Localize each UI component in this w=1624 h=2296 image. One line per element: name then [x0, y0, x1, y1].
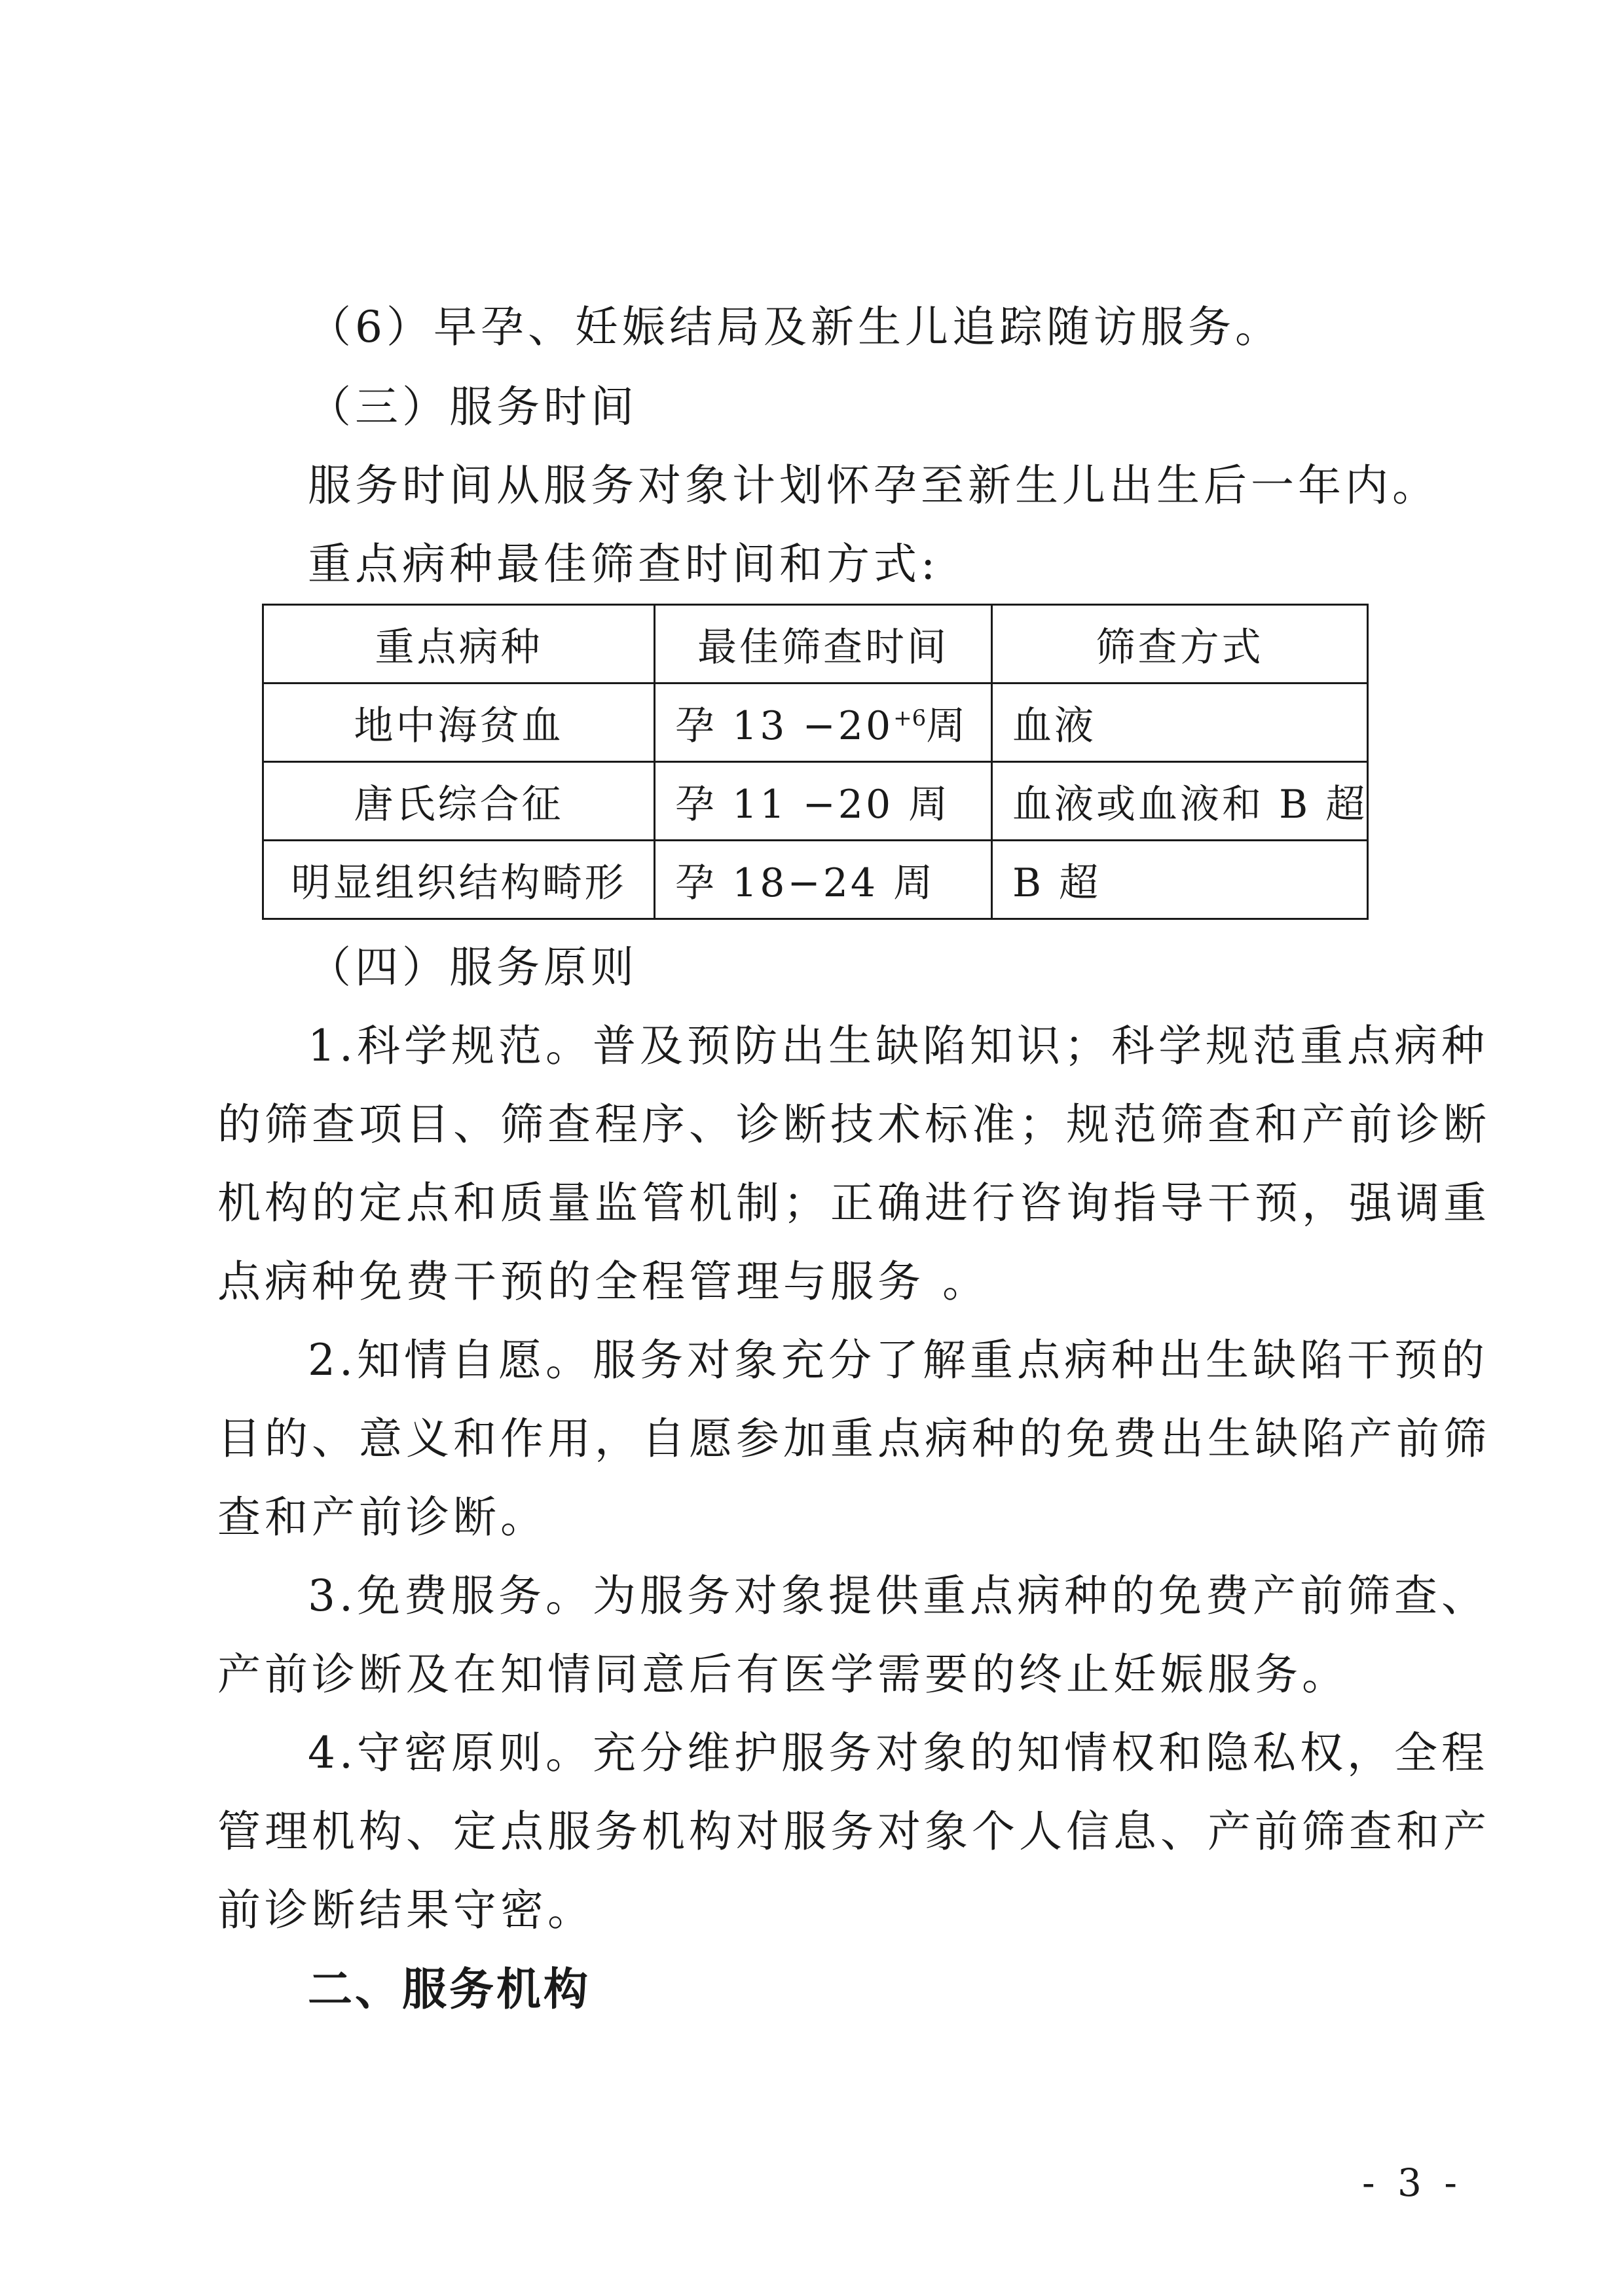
table-row — [263, 762, 1368, 841]
table-cell-disease: 地中海贫血 — [263, 683, 655, 762]
table-cell-method: 血液 — [992, 683, 1368, 762]
paragraph-followup: （6）早孕、妊娠结局及新生儿追踪随访服务。 — [308, 302, 1282, 352]
principle-line: 2.知情自愿。服务对象充分了解重点病种出生缺陷干预的 — [308, 1335, 1488, 1385]
paragraph-service-time: 服务时间从服务对象计划怀孕至新生儿出生后一年内。 — [308, 460, 1439, 511]
table-cell-method: B 超 — [992, 841, 1368, 919]
principle-line: 点病种免费干预的全程管理与服务 。 — [217, 1256, 989, 1307]
table-cell-disease: 唐氏综合征 — [263, 762, 655, 841]
principle-line: 产前诊断及在知情同意后有医学需要的终止妊娠服务。 — [217, 1649, 1349, 1700]
table-cell-disease: 明显组织结构畸形 — [263, 841, 655, 919]
principle-line: 机构的定点和质量监管机制；正确进行咨询指导干预，强调重 — [217, 1178, 1490, 1228]
principle-line: 管理机构、定点服务机构对服务对象个人信息、产前筛查和产 — [217, 1806, 1490, 1857]
table-cell-time: 孕 18−24 周 — [655, 841, 992, 919]
table-row — [263, 841, 1368, 919]
table-header-row — [263, 605, 1368, 683]
principle-line: 的筛查项目、筛查程序、诊断技术标准；规范筛查和产前诊断 — [217, 1099, 1490, 1150]
table-header-method: 筛查方式 — [992, 605, 1368, 683]
heading-service-time: （三）服务时间 — [308, 382, 638, 432]
principle-line: 1.科学规范。普及预防出生缺陷知识；科学规范重点病种 — [308, 1021, 1488, 1071]
table-header-time: 最佳筛查时间 — [655, 605, 992, 683]
table-cell-method: 血液或血液和 B 超 — [992, 762, 1368, 841]
heading-service-principles: （四）服务原则 — [308, 942, 638, 993]
table-cell-time: 孕 $13 -20^{+6}$周 — [655, 683, 992, 762]
principle-line: 3.免费服务。为服务对象提供重点病种的免费产前筛查、 — [308, 1571, 1488, 1621]
heading-service-institutions: 二、服务机构 — [308, 1964, 591, 2016]
table-row — [263, 683, 1368, 762]
principle-line: 前诊断结果守密。 — [217, 1885, 595, 1935]
screening-table — [262, 604, 1369, 920]
paragraph-table-intro: 重点病种最佳筛查时间和方式: — [308, 539, 940, 589]
principle-line: 目的、意义和作用，自愿参加重点病种的免费出生缺陷产前筛 — [217, 1413, 1490, 1464]
table-cell-time: 孕 11 −20 周 — [655, 762, 992, 841]
principle-line: 查和产前诊断。 — [217, 1492, 547, 1542]
page-number: - 3 - — [1362, 2160, 1462, 2205]
table-header-disease: 重点病种 — [263, 605, 655, 683]
principle-line: 4.守密原则。充分维护服务对象的知情权和隐私权，全程 — [308, 1728, 1488, 1778]
